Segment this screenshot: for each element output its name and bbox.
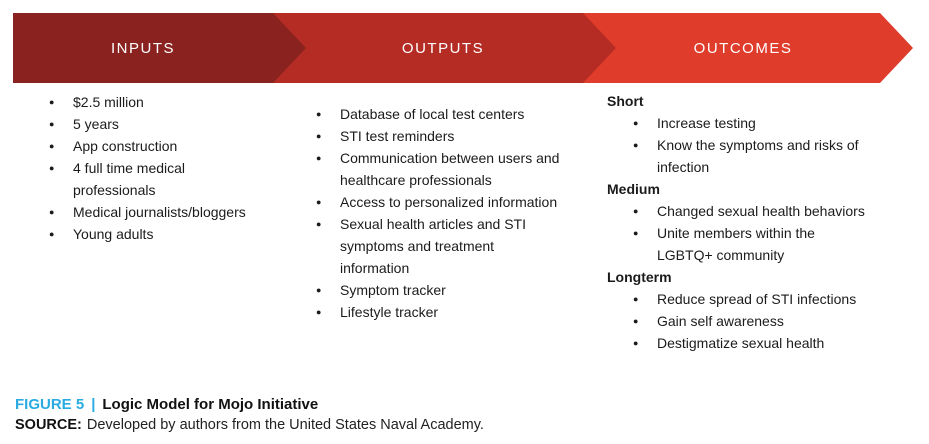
figure-number-label: FIGURE 5 xyxy=(15,396,85,413)
list-item: ● Database of local test centers xyxy=(302,103,600,125)
outcomes-medium-heading: Medium xyxy=(607,181,660,197)
list-item: ● Young adults xyxy=(35,223,303,245)
list-item: ● Gain self awareness xyxy=(607,310,927,332)
list-item: ● Destigmatize sexual health xyxy=(607,332,927,354)
list-item: ● Increase testing xyxy=(607,112,927,134)
list-item: ● 4 full time medical professionals xyxy=(35,157,303,201)
outcomes-medium-list xyxy=(607,200,927,266)
source-label: SOURCE: xyxy=(15,417,82,433)
source-text: Developed by authors from the United States Naval Academy. xyxy=(86,417,484,433)
figure-title: Logic Model for Mojo Initiative xyxy=(102,396,319,413)
list-item: ● Lifestyle tracker xyxy=(302,301,600,323)
list-item: ● STI test reminders xyxy=(302,125,600,147)
figure-separator: | xyxy=(91,396,96,413)
figure-caption xyxy=(15,394,484,436)
outcomes-longterm-list xyxy=(607,288,927,354)
list-item: ● Communication between users and healthcare professionals xyxy=(302,147,600,191)
outcomes-longterm-heading: Longterm xyxy=(607,269,672,285)
list-item: ● App construction xyxy=(35,135,303,157)
outcomes-short-list xyxy=(607,112,927,178)
inputs-header-label: INPUTS xyxy=(110,39,175,57)
list-item: ● Medical journalists/bloggers xyxy=(35,201,303,223)
outputs-column xyxy=(302,103,600,323)
outputs-list xyxy=(302,103,600,323)
inputs-list xyxy=(35,91,303,245)
list-item: ● Changed sexual health behaviors xyxy=(607,200,927,222)
inputs-column xyxy=(35,91,303,245)
list-item: ● Symptom tracker xyxy=(302,279,600,301)
outcomes-short-heading: Short xyxy=(607,93,644,109)
outcomes-header-label: OUTCOMES xyxy=(693,39,793,57)
outcomes-column xyxy=(607,90,927,354)
list-item: ● 5 years xyxy=(35,113,303,135)
list-item: ● Sexual health articles and STI symptoms and treatment information xyxy=(302,213,600,279)
list-item: ● Access to personalized information xyxy=(302,191,600,213)
figure-title-line xyxy=(15,394,484,415)
list-item: ● Know the symptoms and risks of infection xyxy=(607,134,927,178)
list-item: ● Reduce spread of STI infections xyxy=(607,288,927,310)
list-item: ● $2.5 million xyxy=(35,91,303,113)
figure-source-line xyxy=(15,415,484,436)
list-item: ● Unite members within the LGBTQ+ community xyxy=(607,222,927,266)
outputs-header-label: OUTPUTS xyxy=(401,39,485,57)
